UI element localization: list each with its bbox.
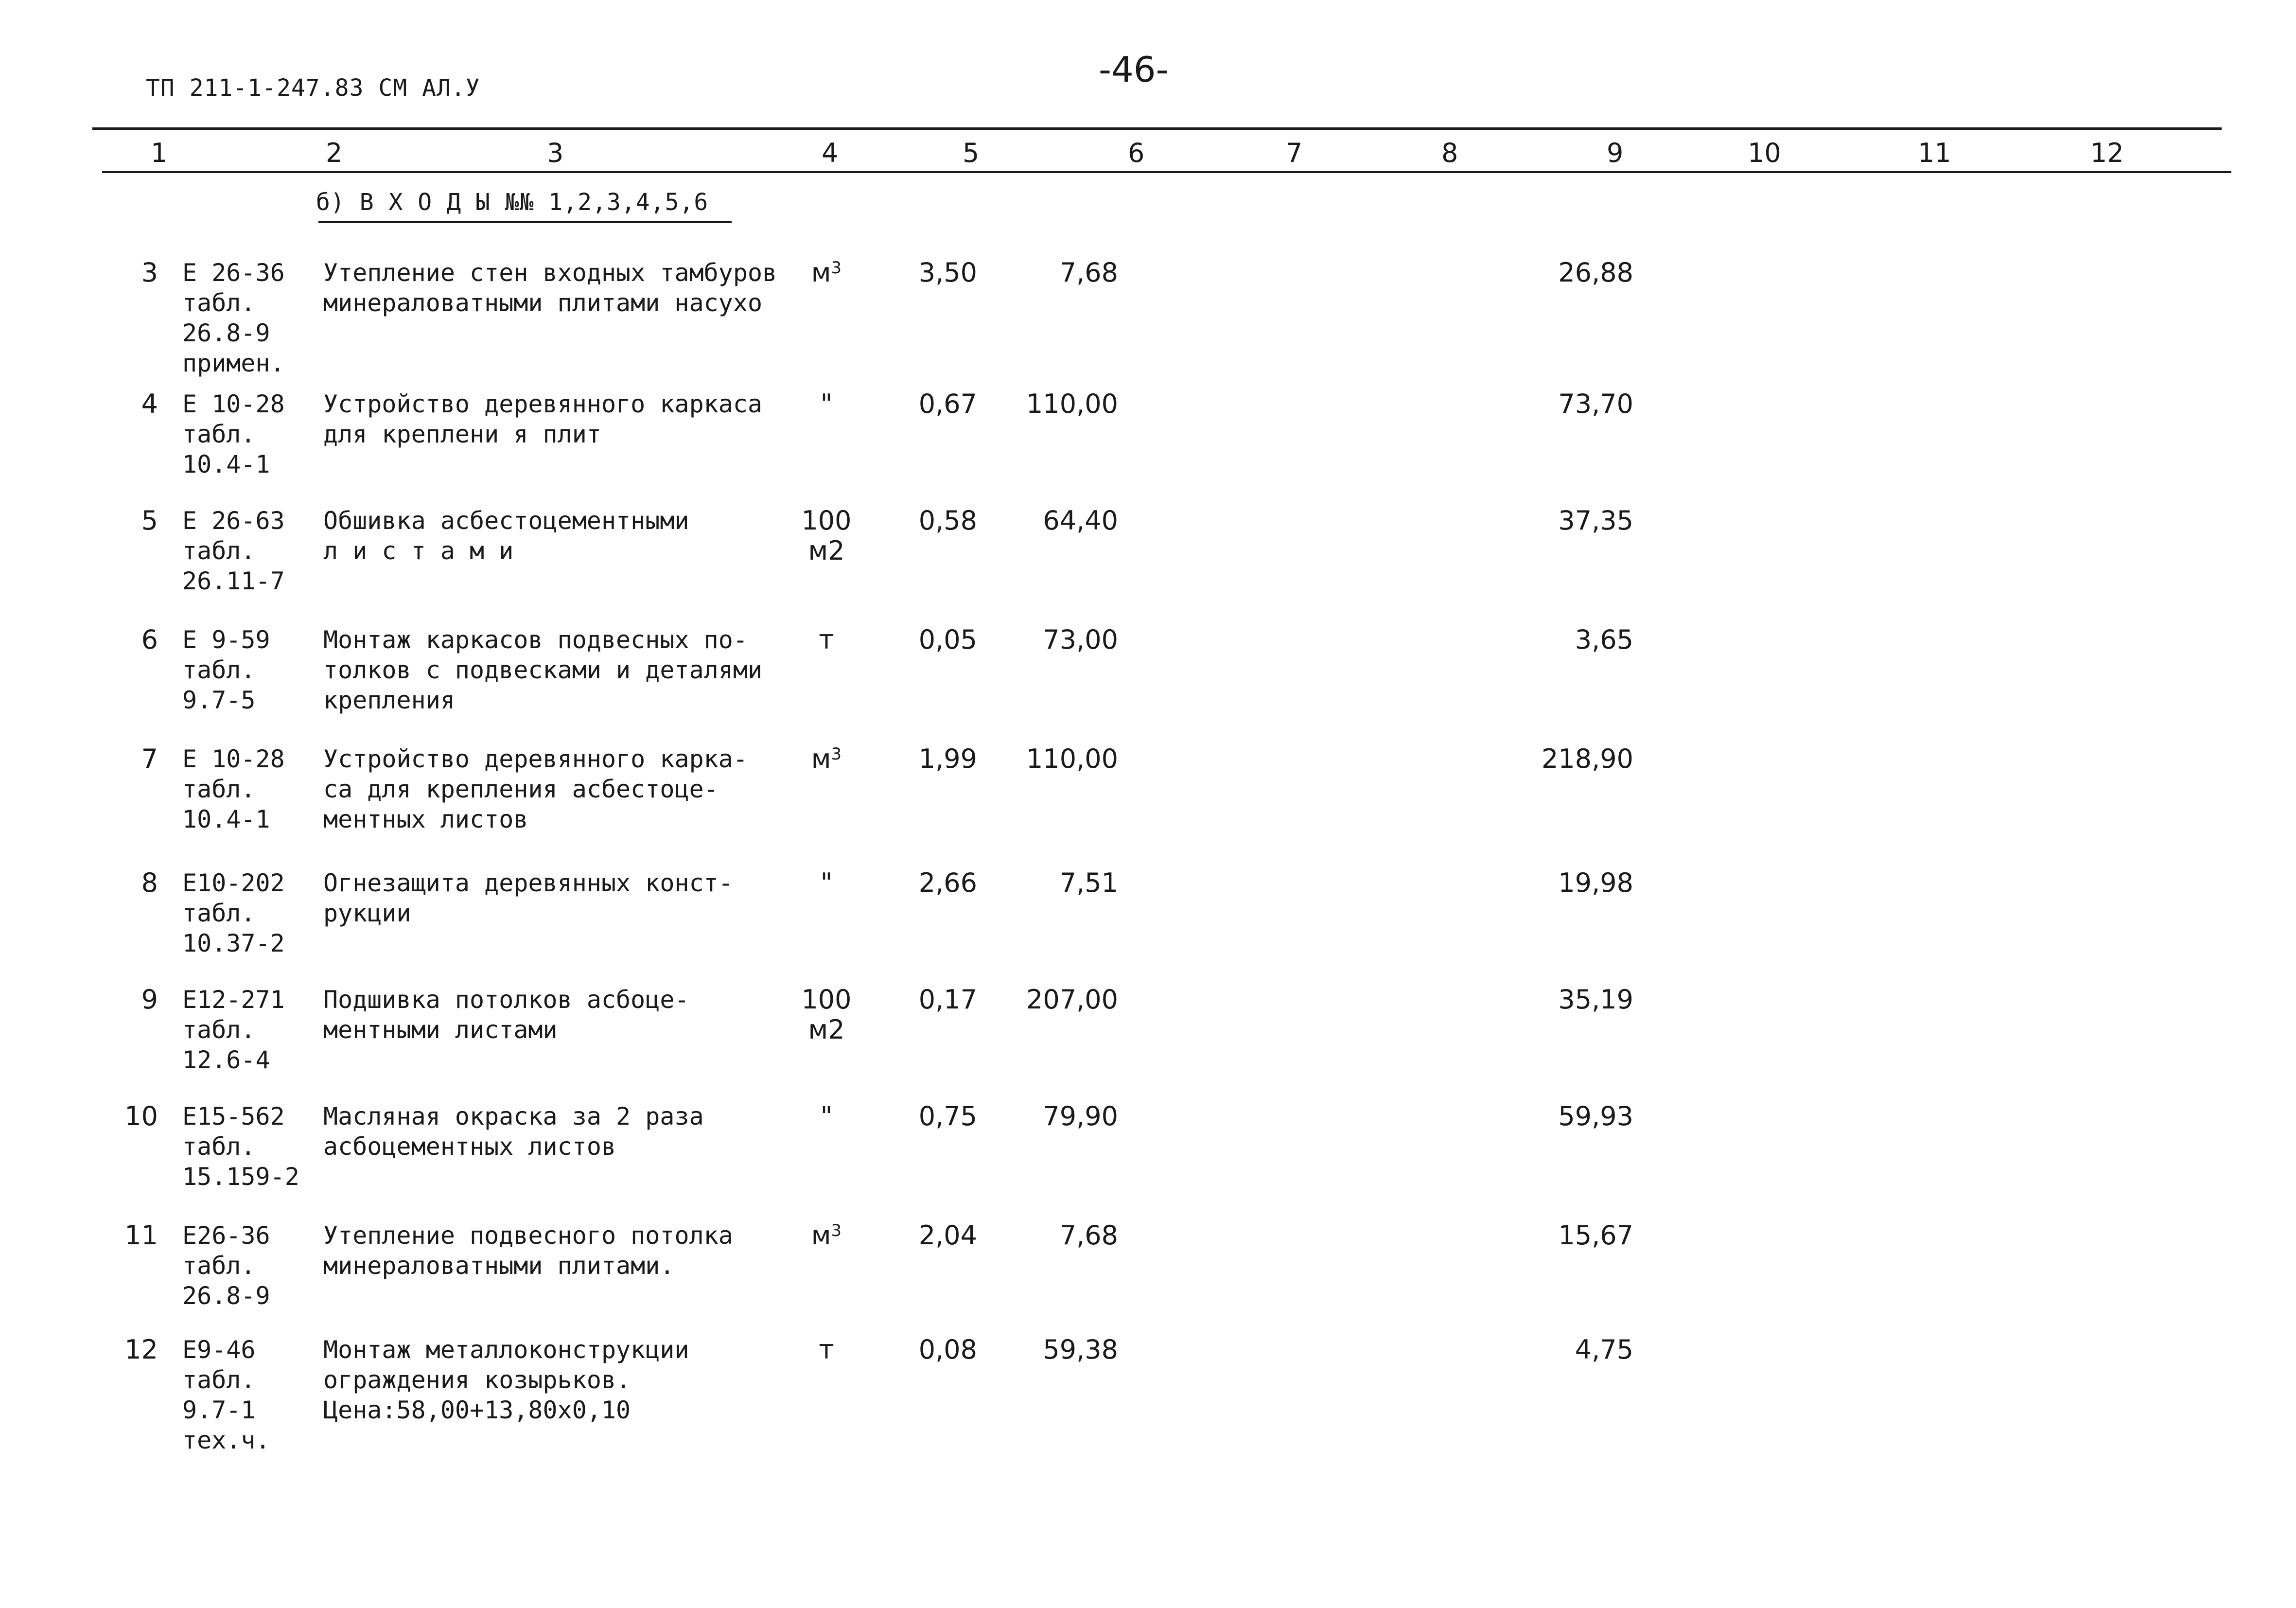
column-header: 9 [1607, 138, 1624, 168]
rate-code-line: 26.8-9 [182, 319, 270, 347]
work-description-line: са для крепления асбестоце- [323, 775, 719, 803]
unit-price: 110,00 [1026, 389, 1118, 419]
unit-superscript: 3 [831, 258, 842, 278]
unit-main: 100 [801, 505, 852, 536]
rate-code-line: табл. [182, 289, 256, 317]
work-description-line: Устройство деревянного карка- [323, 745, 748, 773]
column-header: 4 [822, 138, 839, 168]
row-number: 4 [141, 389, 158, 419]
row-number: 3 [141, 257, 158, 288]
unit-superscript: 3 [831, 744, 842, 764]
work-description-line: Устройство деревянного каркаса [323, 390, 763, 418]
total-cost: 59,93 [1558, 1101, 1633, 1131]
rate-code-line: примен. [182, 349, 285, 377]
unit-price: 7,68 [1059, 257, 1118, 288]
rate-code-line: табл. [182, 537, 256, 565]
unit-main: м [811, 1220, 831, 1251]
unit-main: " [820, 1101, 833, 1131]
rate-code-line: 12.6-4 [182, 1046, 270, 1074]
work-description-line: крепления [323, 686, 455, 714]
unit-price: 7,51 [1059, 867, 1118, 898]
row-number: 6 [141, 624, 158, 655]
rate-code-line: табл. [182, 899, 256, 927]
unit-of-measure [797, 1220, 856, 1251]
rate-code-line: табл. [182, 1252, 256, 1280]
unit-price: 110,00 [1026, 743, 1118, 774]
work-description-line: Цена:58,00+13,80х0,10 [323, 1396, 631, 1424]
unit-superscript: 3 [831, 1221, 842, 1240]
column-header: 11 [1918, 138, 1951, 168]
unit-of-measure [797, 744, 856, 774]
unit-main: т [819, 624, 834, 655]
header-bottom-rule [102, 171, 2231, 173]
work-description-line: ограждения козырьков. [323, 1366, 631, 1394]
row-number: 12 [124, 1334, 158, 1365]
rate-code-line: Е 10-28 [182, 390, 285, 418]
unit-price: 73,00 [1043, 624, 1118, 655]
column-header: 2 [326, 138, 343, 168]
section-title: б) В Х О Д Ы №№ 1,2,3,4,5,6 [316, 189, 709, 216]
total-cost: 73,70 [1558, 389, 1633, 419]
total-cost: 4,75 [1575, 1334, 1633, 1365]
rate-code-line: 9.7-1 [182, 1396, 256, 1424]
unit-of-measure [797, 868, 856, 898]
rate-code-line: 10.4-1 [182, 450, 270, 478]
rate-code-line: Е 26-36 [182, 259, 285, 287]
rate-code-line: табл. [182, 1132, 256, 1161]
unit-of-measure [797, 625, 856, 655]
column-header: 10 [1748, 138, 1781, 168]
unit-price: 59,38 [1043, 1334, 1118, 1365]
quantity: 0,75 [918, 1101, 977, 1131]
column-header: 12 [2090, 138, 2124, 168]
work-description-line: Монтаж каркасов подвесных по- [323, 626, 748, 654]
rate-code-line: табл. [182, 1016, 256, 1044]
unit-main: 100 [801, 984, 852, 1015]
work-description-line: асбоцементных листов [323, 1132, 616, 1161]
unit-of-measure [797, 258, 856, 288]
work-description-line: Масляная окраска за 2 раза [323, 1102, 704, 1131]
row-number: 5 [141, 505, 158, 536]
unit-of-measure-line2: м2 [808, 1014, 845, 1045]
work-description-line: Огнезащита деревянных конст- [323, 869, 733, 897]
rate-code-line: Е10-202 [182, 869, 285, 897]
header-top-rule [92, 127, 2222, 130]
rate-code-line: 15.159-2 [182, 1163, 299, 1191]
page-number: -46- [1099, 49, 1169, 90]
work-description-line: для креплени я плит [323, 420, 601, 448]
quantity: 2,66 [918, 867, 977, 898]
work-description-line: рукции [323, 899, 411, 927]
column-header: 8 [1441, 138, 1458, 168]
rate-code-line: Е12-271 [182, 986, 285, 1014]
rate-code-line: Е 10-28 [182, 745, 285, 773]
rate-code-line: табл. [182, 656, 256, 684]
unit-price: 79,90 [1043, 1101, 1118, 1131]
section-title-underline [318, 221, 732, 223]
unit-of-measure [797, 1101, 856, 1131]
rate-code-line: 26.11-7 [182, 567, 285, 595]
total-cost: 35,19 [1558, 984, 1633, 1015]
work-description-line: минераловатными плитами насухо [323, 289, 763, 317]
total-cost: 37,35 [1558, 505, 1633, 536]
total-cost: 3,65 [1575, 624, 1633, 655]
work-description-line: толков с подвесками и деталями [323, 656, 763, 684]
rate-code-line: Е 9-59 [182, 626, 270, 654]
column-header: 3 [547, 138, 564, 168]
rate-code-line: Е9-46 [182, 1336, 256, 1364]
rate-code-line: 9.7-5 [182, 686, 256, 714]
quantity: 0,67 [918, 389, 977, 419]
work-description-line: ментных листов [323, 805, 528, 833]
row-number: 10 [124, 1101, 158, 1131]
quantity: 3,50 [918, 257, 977, 288]
rate-code-line: табл. [182, 420, 256, 448]
total-cost: 26,88 [1558, 257, 1633, 288]
total-cost: 218,90 [1542, 743, 1633, 774]
rate-code-line: Е 26-63 [182, 507, 285, 535]
row-number: 7 [141, 743, 158, 774]
unit-main: т [819, 1334, 834, 1365]
quantity: 0,58 [918, 505, 977, 536]
unit-of-measure [797, 506, 856, 536]
unit-of-measure-line2: м2 [808, 535, 845, 566]
quantity: 1,99 [918, 743, 977, 774]
column-header: 5 [963, 138, 980, 168]
quantity: 2,04 [918, 1220, 977, 1251]
column-header: 6 [1128, 138, 1145, 168]
quantity: 0,08 [918, 1334, 977, 1365]
work-description-line: Подшивка потолков асбоце- [323, 986, 689, 1014]
column-header: 7 [1286, 138, 1303, 168]
rate-code-line: тех.ч. [182, 1426, 270, 1454]
column-header: 1 [151, 138, 168, 168]
unit-main: м [811, 743, 831, 774]
work-description-line: Монтаж металлоконструкции [323, 1336, 689, 1364]
unit-of-measure [797, 985, 856, 1015]
unit-main: " [820, 867, 833, 898]
rate-code-line: Е15-562 [182, 1102, 285, 1131]
unit-of-measure [797, 1335, 856, 1365]
unit-price: 7,68 [1059, 1220, 1118, 1251]
rate-code-line: 10.4-1 [182, 805, 270, 833]
rate-code-line: 26.8-9 [182, 1282, 270, 1310]
work-description-line: минераловатными плитами. [323, 1252, 675, 1280]
work-description-line: Утепление подвесного потолка [323, 1221, 733, 1250]
work-description-line: л и с т а м и [323, 537, 514, 565]
row-number: 8 [141, 867, 158, 898]
rate-code-line: 10.37-2 [182, 929, 285, 957]
unit-price: 64,40 [1043, 505, 1118, 536]
document-code: ТП 211-1-247.83 СМ АЛ.У [146, 74, 480, 102]
total-cost: 15,67 [1558, 1220, 1633, 1251]
rate-code-line: табл. [182, 1366, 256, 1394]
unit-price: 207,00 [1026, 984, 1118, 1015]
quantity: 0,17 [918, 984, 977, 1015]
row-number: 9 [141, 984, 158, 1015]
rate-code-line: Е26-36 [182, 1221, 270, 1250]
work-description-line: Обшивка асбестоцементными [323, 507, 689, 535]
unit-main: м [811, 257, 831, 288]
work-description-line: ментными листами [323, 1016, 558, 1044]
work-description-line: Утепление стен входных тамбуров [323, 259, 777, 287]
quantity: 0,05 [918, 624, 977, 655]
row-number: 11 [124, 1220, 158, 1251]
unit-main: " [820, 389, 833, 419]
rate-code-line: табл. [182, 775, 256, 803]
unit-of-measure [797, 389, 856, 419]
total-cost: 19,98 [1558, 867, 1633, 898]
